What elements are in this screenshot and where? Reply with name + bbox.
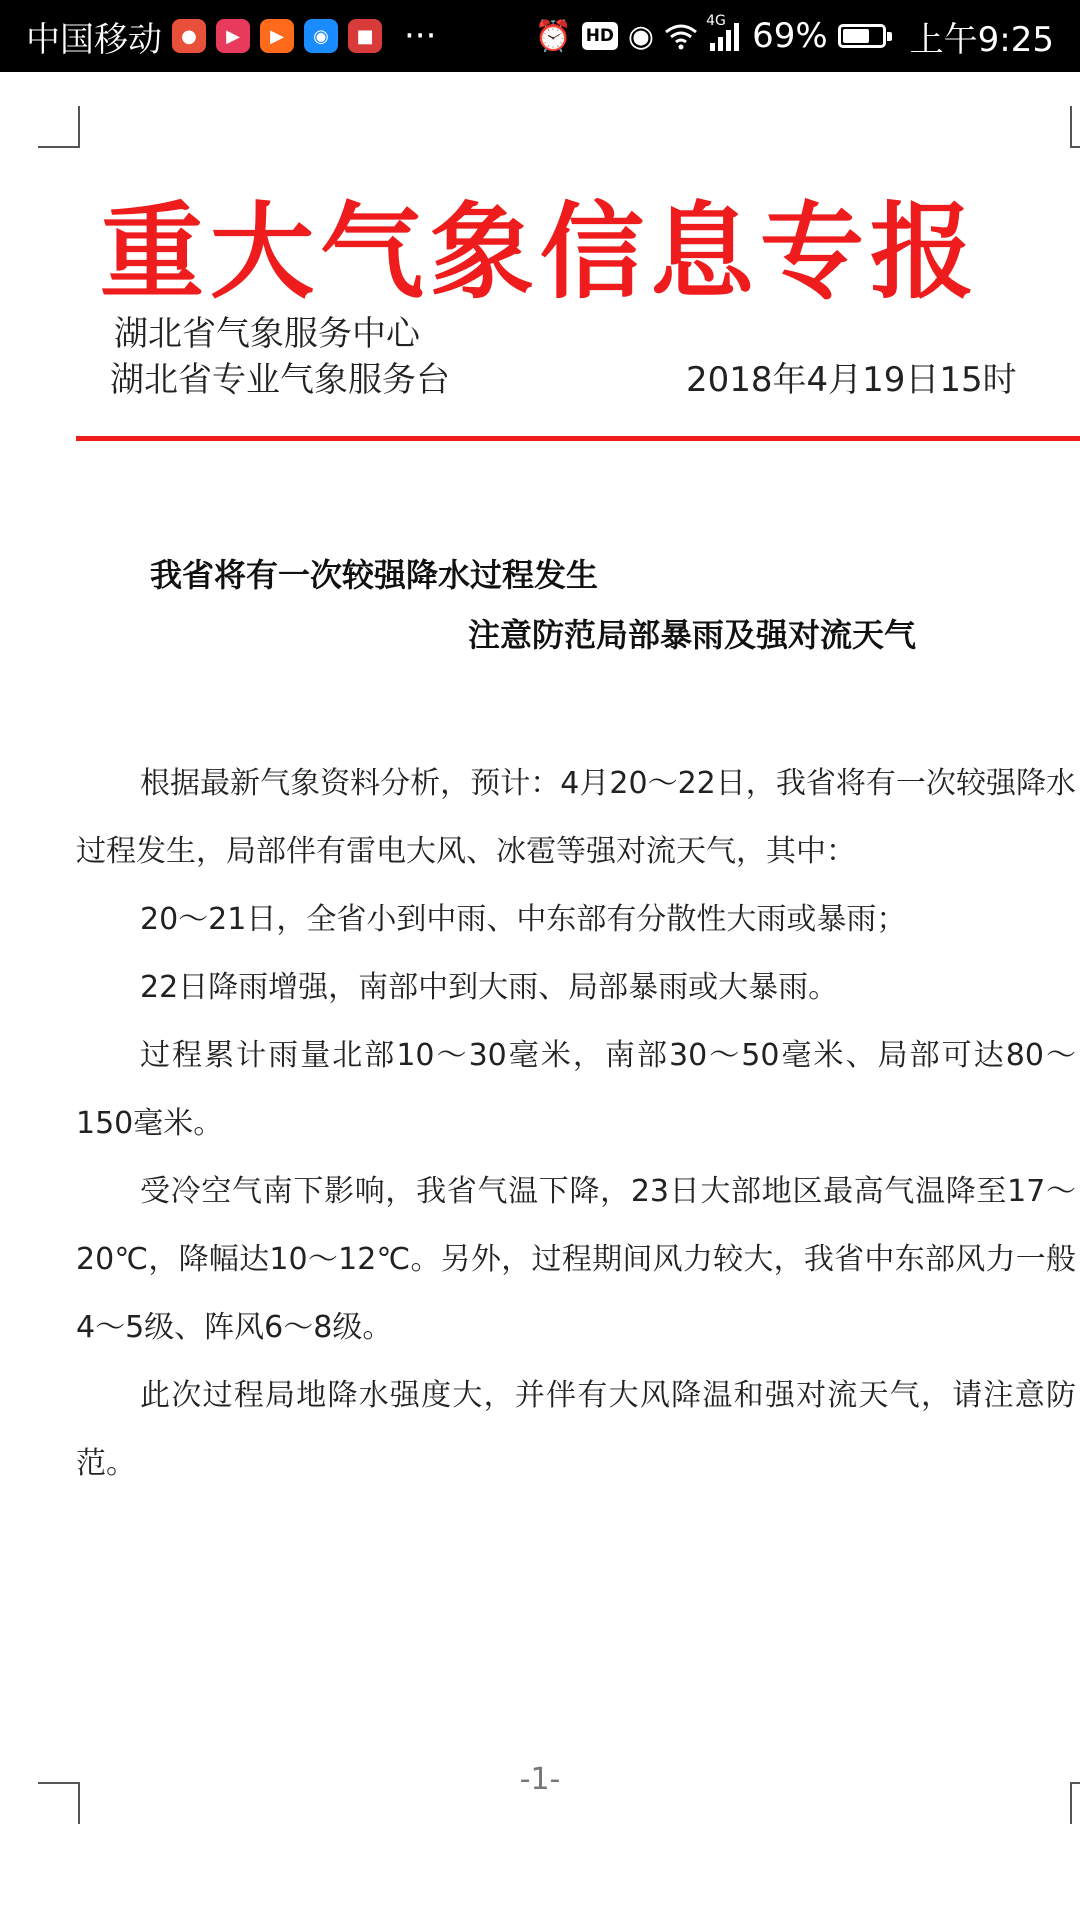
player-icon: ▶	[260, 19, 294, 53]
issuer-line-1: 湖北省气象服务中心	[114, 314, 420, 354]
issuer-line-2: 湖北省专业气象服务台	[110, 360, 450, 400]
body-paragraph: 22日降雨增强，南部中到大雨、局部暴雨或大暴雨。	[140, 970, 839, 1005]
status-bar-left	[26, 12, 436, 61]
page-corner-bottom-right	[1070, 1782, 1080, 1824]
video-icon: ▶	[216, 19, 250, 53]
shopping-icon: ■	[348, 19, 382, 53]
alarm-icon: ⏰	[534, 18, 572, 54]
body-paragraph: 此次过程局地降水强度大，并伴有大风降温和强对流天气，请注意防范。	[76, 1378, 1076, 1481]
red-divider	[76, 436, 1080, 441]
headline-primary: 我省将有一次较强降水过程发生	[150, 556, 599, 594]
issue-date: 2018年4月19日15时	[686, 360, 1017, 400]
wifi-icon	[664, 19, 698, 53]
carrier-name: 中国移动	[26, 19, 162, 60]
page-corner-top-left	[38, 106, 80, 148]
tv-icon: ◉	[304, 19, 338, 53]
body-paragraph: 受冷空气南下影响，我省气温下降，23日大部地区最高气温降至17～20℃，降幅达10～12℃。另外，过程期间风力较大，我省中东部风力一般4～5级、阵风6～8级。	[76, 1174, 1076, 1345]
battery-percent: 69%	[752, 16, 828, 56]
hd-icon: HD	[582, 22, 618, 50]
page-corner-top-right	[1070, 106, 1080, 148]
body-paragraph: 根据最新气象资料分析，预计：4月20～22日，我省将有一次较强降水过程发生，局部伴有雷电大风、冰雹等强对流天气，其中：	[76, 766, 1076, 869]
signal-icon	[706, 13, 742, 53]
status-bar	[0, 0, 1080, 72]
eye-icon: ◉	[627, 18, 655, 54]
document-title: 重大气象信息专报	[99, 191, 980, 313]
page-number: -1-	[519, 1762, 561, 1797]
page-corner-bottom-left	[38, 1782, 80, 1824]
body-paragraph: 过程累计雨量北部10～30毫米，南部30～50毫米、局部可达80～150毫米。	[76, 1038, 1076, 1141]
more-notifications: ···	[404, 16, 437, 56]
battery-icon	[838, 24, 886, 48]
headline-secondary: 注意防范局部暴雨及强对流天气	[468, 616, 917, 654]
network-type: 4G	[706, 13, 726, 29]
status-bar-right	[535, 12, 1054, 61]
clock: 上午9:25	[909, 19, 1054, 60]
document-page[interactable]	[0, 72, 1080, 1920]
body-paragraph: 20～21日，全省小到中雨、中东部有分散性大雨或暴雨；	[140, 902, 907, 937]
document-body	[76, 750, 1076, 1498]
weibo-icon: ●	[172, 19, 206, 53]
